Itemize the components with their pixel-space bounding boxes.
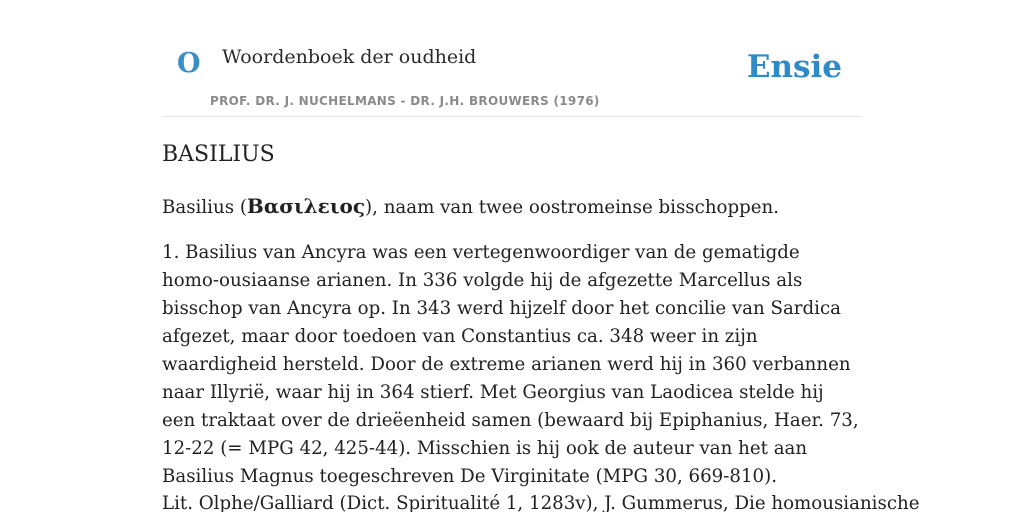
article-literature: Lit. Olphe/Galliard (Dict. Spiritualité 1, 1283v), J. Gummerus, Die homousianische bbox=[162, 493, 920, 512]
article-paragraph-1: 1. Basilius van Ancyra was een vertegenwoordiger van de gematigde homo-ousiaanse arianen. In 336 volgde hij de afgezette Marcellus als bisschop van Ancyra op. In 343 werd hijzelf door het concilie van Sardica afgezet, maar door toedoen van Constantius ca. 348 weer in zijn waardigheid hersteld. Door de extreme arianen werd hij in 360 verbannen naar Illyrië, waar hij in 364 stierf. Met Georgius van Laodicea stelde hij een traktaat over de drieëenheid samen (bewaard bij Epiphanius, Haer. 73, 12-22 (= MPG 42, 425-44). Misschien is hij ook de auteur van het aan Basilius Magnus toegeschreven De Virginitate (MPG 30, 669-810). bbox=[162, 242, 859, 487]
greek-term: Βασιλειος bbox=[246, 194, 366, 218]
page-header bbox=[162, 0, 862, 117]
brand-logo[interactable]: Ensie bbox=[746, 49, 842, 85]
intro-text-before: Basilius ( bbox=[162, 197, 247, 218]
book-title[interactable]: Woordenboek der oudheid bbox=[222, 46, 477, 68]
article-intro bbox=[162, 192, 862, 222]
index-letter[interactable]: O bbox=[177, 48, 201, 79]
intro-text-after: ), naam van twee oostromeinse bisschoppen. bbox=[365, 197, 780, 218]
content-container bbox=[162, 0, 920, 512]
book-authors: PROF. DR. J. NUCHELMANS - DR. J.H. BROUWERS (1976) bbox=[210, 94, 600, 108]
article-headword: BASILIUS bbox=[162, 142, 275, 167]
